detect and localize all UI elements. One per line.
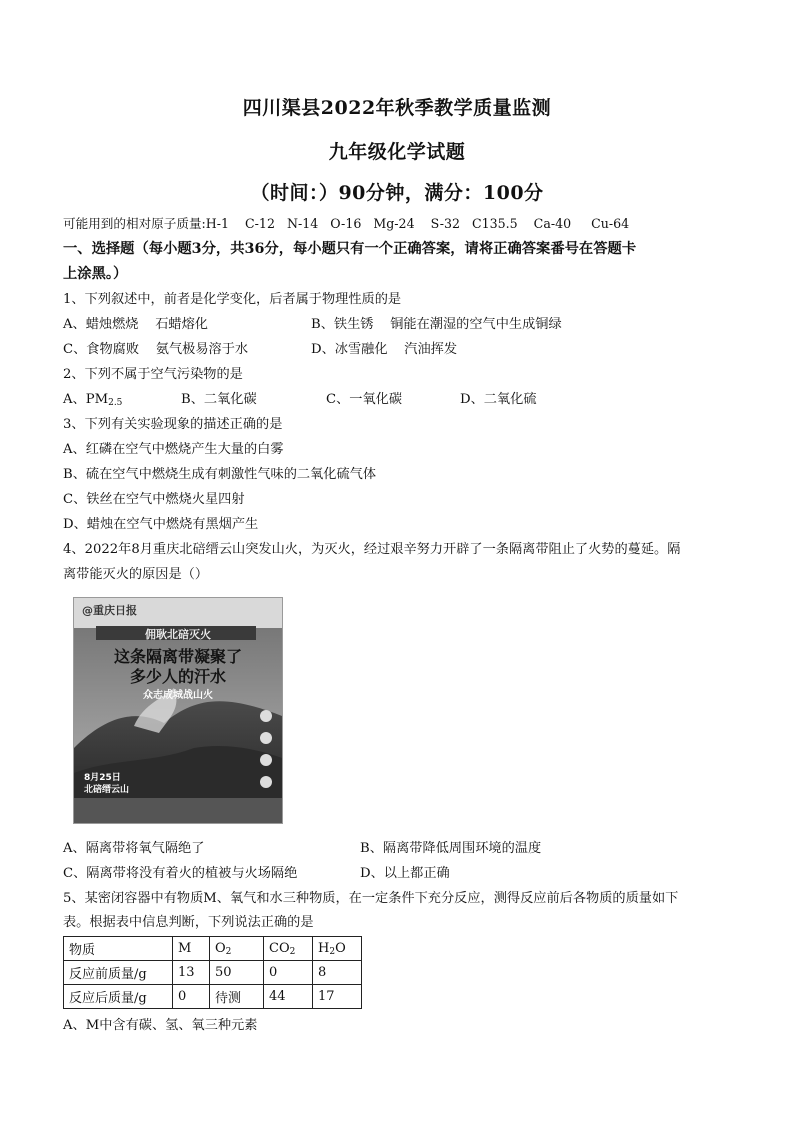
newspaper-photo	[73, 597, 283, 824]
q5-stem-line1: 5、某密闭容器中有物质M、氧气和水三种物质，在一定条件下充分反应，测得反应前后各物质的质量如下	[63, 891, 679, 906]
photo-tag: 佣耿北碚灭火	[145, 628, 211, 641]
table-header-o2: O	[215, 940, 226, 956]
q5-option-a: A、M中含有碳、氢、氧三种元素	[63, 1018, 258, 1033]
q4-option-b: B、隔离带降低周围环境的温度	[360, 841, 542, 856]
table-row	[64, 961, 362, 985]
table-header-cell	[313, 937, 362, 961]
q5-stem-line2: 表。根据表中信息判断，下列说法正确的是	[63, 915, 314, 930]
table-header-cell: 物质	[64, 937, 173, 961]
table-cell: 0	[264, 961, 313, 985]
photo-headline-line1: 这条隔离带凝聚了	[113, 647, 242, 666]
q4-stem-line2: 离带能灭火的原因是（）	[63, 567, 209, 582]
table-header-o: O	[335, 940, 346, 956]
table-header-co2-subscript: 2	[289, 946, 296, 957]
q4-option-a: A、隔离带将氧气隔绝了	[63, 841, 205, 856]
q4-option-c: C、隔离带将没有着火的植被与火场隔绝	[63, 866, 298, 881]
q3-stem: 3、下列有关实验现象的描述正确的是	[63, 417, 283, 432]
table-cell: 50	[210, 961, 264, 985]
table-header-h: H	[318, 940, 330, 956]
atomic-masses: 可能用到的相对原子质量:H-1 C-12 N-14 O-16 Mg-24 S-32 C135.5 Ca-40 Cu-64	[63, 216, 630, 231]
table-cell: 44	[264, 985, 313, 1009]
photo-headline-line2: 多少人的汗水	[129, 667, 226, 686]
q2-option-c: C、一氧化碳	[326, 392, 403, 407]
q1-option-b: B、铁生锈 铜能在潮湿的空气中生成铜绿	[311, 317, 562, 332]
q1-option-a: A、蜡烛燃烧 石蜡熔化	[63, 317, 208, 332]
exam-time-info: （时间：）90分钟，满分：100分	[250, 182, 544, 204]
photo-caption-place: 北碚缙云山	[84, 785, 130, 795]
q4-option-d: D、以上都正确	[360, 866, 450, 881]
q2-option-a-text: A、PM	[63, 392, 109, 407]
q1-option-c: C、食物腐败 氨气极易溶于水	[63, 342, 249, 357]
table-header-row	[64, 937, 362, 961]
q2-option-a-subscript: 2.5	[108, 398, 123, 408]
mass-table	[63, 936, 362, 1009]
q1-option-d: D、冰雪融化 汽油挥发	[311, 342, 458, 357]
section1-heading-line1: 一、选择题（每小题3分，共36分，每小题只有一个正确答案，请将正确答案番号在答题卡	[63, 241, 637, 257]
table-header-co2: CO	[269, 940, 290, 956]
table-row-label: 反应后质量/g	[64, 985, 173, 1009]
q3-option-d: D、蜡烛在空气中燃烧有黑烟产生	[63, 517, 259, 532]
photo-logo: @重庆日报	[82, 604, 137, 617]
table-row-label: 反应前质量/g	[64, 961, 173, 985]
table-header-cell	[210, 937, 264, 961]
q2-option-a	[63, 391, 122, 412]
q1-stem: 1、下列叙述中，前者是化学变化，后者属于物理性质的是	[63, 292, 402, 307]
table-cell: 17	[313, 985, 362, 1009]
table-header-o2-subscript: 2	[225, 946, 232, 957]
q3-option-a: A、红磷在空气中燃烧产生大量的白雾	[63, 442, 284, 457]
photo-caption-date: 8月25日	[84, 773, 121, 783]
table-cell: 8	[313, 961, 362, 985]
q3-option-b: B、硫在空气中燃烧生成有刺激性气味的二氧化硫气体	[63, 467, 377, 482]
table-header-cell: M	[173, 937, 210, 961]
table-cell: 13	[173, 961, 210, 985]
table-row	[64, 985, 362, 1009]
section1-heading-line2: 上涂黑。）	[63, 266, 128, 282]
photo-subheadline: 众志成城战山火	[143, 690, 213, 701]
q3-option-c: C、铁丝在空气中燃烧火星四射	[63, 492, 245, 507]
table-header-h2o-subscript: 2	[329, 946, 336, 957]
table-header-cell	[264, 937, 313, 961]
exam-title: 四川渠县2022年秋季教学质量监测	[242, 97, 552, 119]
exam-subtitle: 九年级化学试题	[328, 141, 466, 163]
q4-stem-line1: 4、2022年8月重庆北碚缙云山突发山火，为灭火，经过艰辛努力开辟了一条隔离带阻止了火势的蔓延。隔	[63, 542, 681, 557]
q2-option-b: B、二氧化碳	[181, 392, 257, 407]
table-cell: 待测	[210, 985, 264, 1009]
q2-option-d: D、二氧化硫	[460, 392, 537, 407]
table-cell: 0	[173, 985, 210, 1009]
q2-stem: 2、下列不属于空气污染物的是	[63, 367, 243, 382]
